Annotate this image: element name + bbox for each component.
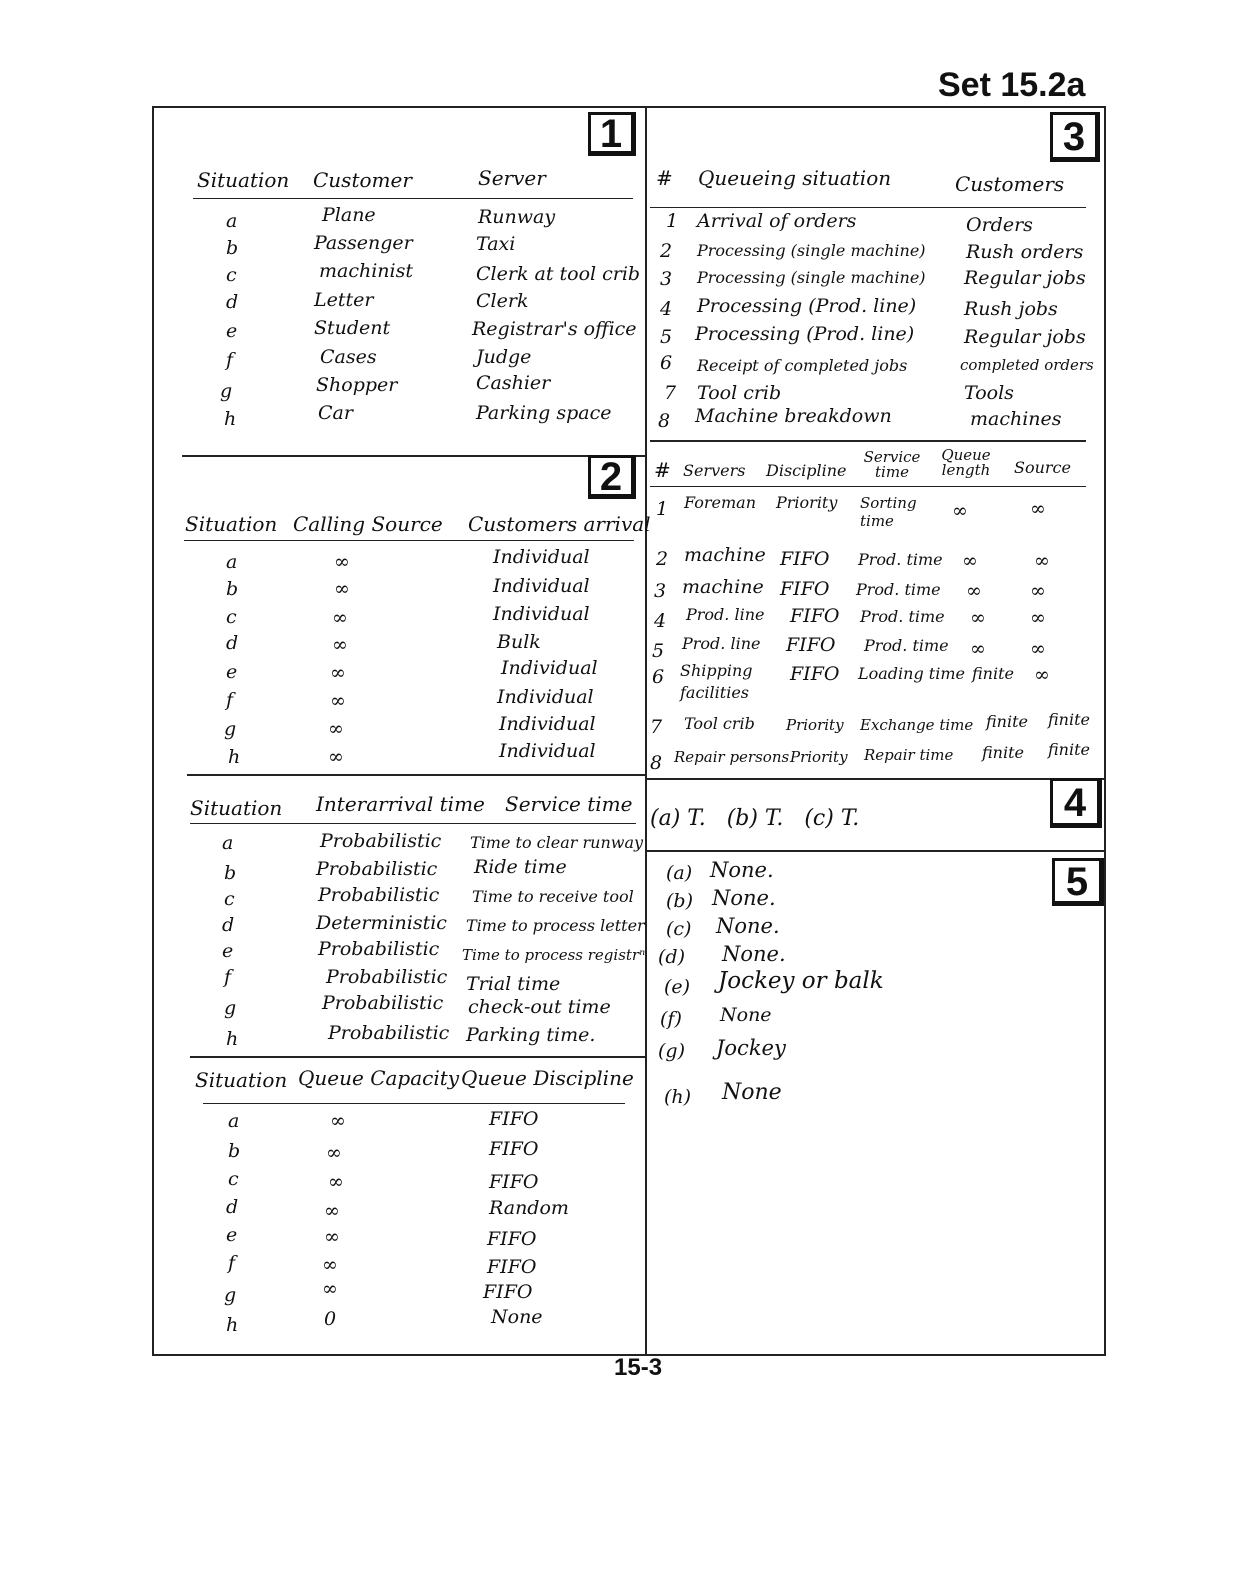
p2c-header-situation: Situation bbox=[195, 1068, 288, 1092]
p3b-servers: machine bbox=[682, 576, 764, 598]
p1-header-rule bbox=[193, 198, 633, 199]
p1-server: Cashier bbox=[476, 372, 551, 394]
p3b-source: ∞ bbox=[1034, 550, 1050, 572]
p3a-customers: Orders bbox=[966, 214, 1033, 236]
p2c-row-label: d bbox=[226, 1196, 239, 1218]
p2c-row-label: f bbox=[228, 1252, 236, 1274]
p3b-service-time: Prod. time bbox=[860, 607, 945, 626]
p2a-row-label: b bbox=[226, 578, 239, 600]
p5-answer: None. bbox=[710, 858, 774, 882]
p3a-row-number: 4 bbox=[660, 298, 673, 320]
p2a-row-label: c bbox=[226, 606, 237, 628]
p3b-row-number: 2 bbox=[656, 548, 669, 570]
p3a-header-number: # bbox=[656, 166, 673, 190]
p2b-service: check-out time bbox=[468, 996, 611, 1018]
p3b-discipline: Priority bbox=[776, 493, 838, 512]
p1-row-label: f bbox=[226, 349, 234, 371]
p3b-row-number: 8 bbox=[650, 752, 663, 774]
p3b-service-time: Prod. time bbox=[864, 636, 949, 655]
divider-4-5 bbox=[647, 850, 1106, 852]
p2b-service: Time to process registrⁿ bbox=[462, 946, 646, 964]
p2b-interarrival: Probabilistic bbox=[318, 938, 440, 960]
p2a-calling-source: ∞ bbox=[332, 634, 348, 656]
p2b-interarrival: Deterministic bbox=[316, 912, 447, 934]
p2c-queue-capacity: ∞ bbox=[322, 1278, 338, 1300]
p2c-row-label: c bbox=[228, 1168, 239, 1190]
p3b-header-number: # bbox=[654, 458, 671, 482]
p3a-row-number: 7 bbox=[664, 382, 677, 404]
p5-answer: None bbox=[720, 1004, 772, 1026]
p2b-service: Time to process letter bbox=[466, 916, 645, 935]
p5-label: (e) bbox=[664, 976, 691, 998]
p2c-row-label: e bbox=[226, 1224, 238, 1246]
p3a-header-customers: Customers bbox=[955, 172, 1065, 196]
p2c-row-label: g bbox=[224, 1284, 237, 1306]
divider-3-4 bbox=[647, 778, 1106, 780]
p2b-interarrival: Probabilistic bbox=[318, 884, 440, 906]
p3b-source: ∞ bbox=[1030, 638, 1046, 660]
p2c-queue-discipline: FIFO bbox=[483, 1281, 533, 1303]
p3b-servers: Prod. line bbox=[682, 634, 761, 653]
p3b-header-service-time: Service time bbox=[863, 448, 921, 481]
set-title: Set 15.2a bbox=[938, 66, 1086, 104]
p3a-row-number: 1 bbox=[666, 210, 679, 232]
p3b-source: ∞ bbox=[1034, 664, 1050, 686]
p1-server: Registrar's office bbox=[472, 318, 637, 340]
p2b-interarrival: Probabilistic bbox=[320, 830, 442, 852]
p3b-source: ∞ bbox=[1030, 607, 1046, 629]
p3a-situation: Processing (single machine) bbox=[697, 241, 926, 260]
p2b-interarrival: Probabilistic bbox=[316, 858, 438, 880]
p1-server: Runway bbox=[478, 206, 556, 228]
p3b-discipline: Priority bbox=[790, 748, 848, 766]
divider-3a-3b bbox=[650, 440, 1086, 442]
section-tag-2: 2 bbox=[588, 455, 636, 499]
p3b-servers: Repair persons bbox=[674, 748, 790, 766]
p3a-situation: Machine breakdown bbox=[695, 405, 892, 427]
p2c-header-queue-capacity: Queue Capacity bbox=[298, 1066, 460, 1090]
p1-customer: Car bbox=[318, 402, 353, 424]
p5-label: (f) bbox=[660, 1008, 682, 1030]
section-tag-1: 1 bbox=[588, 112, 636, 156]
p3b-queue-length: finite bbox=[986, 712, 1028, 731]
p3a-customers: Regular jobs bbox=[964, 326, 1086, 348]
p2a-row-label: d bbox=[226, 632, 239, 654]
p2c-queue-discipline: FIFO bbox=[489, 1171, 539, 1193]
p1-customer: Shopper bbox=[316, 374, 398, 396]
p3b-service-time: Sorting time bbox=[860, 494, 917, 530]
p3a-situation: Processing (Prod. line) bbox=[695, 323, 915, 345]
p3b-row-number: 1 bbox=[656, 498, 669, 520]
p5-label: (h) bbox=[664, 1086, 692, 1108]
p2c-row-label: b bbox=[228, 1140, 241, 1162]
p2c-queue-discipline: FIFO bbox=[487, 1256, 537, 1278]
p2c-queue-capacity: ∞ bbox=[324, 1226, 340, 1248]
p2a-header-rule bbox=[184, 540, 634, 541]
p1-row-label: g bbox=[220, 380, 233, 402]
p3b-source: finite bbox=[1048, 740, 1090, 759]
divider-2b-2c bbox=[190, 1056, 645, 1058]
section-tag-5: 5 bbox=[1052, 858, 1104, 906]
p2c-queue-discipline: None bbox=[491, 1306, 543, 1328]
p2a-arrival: Individual bbox=[501, 657, 598, 679]
p3a-situation: Tool crib bbox=[697, 382, 782, 404]
p1-customer: machinist bbox=[319, 260, 413, 282]
p2a-row-label: f bbox=[226, 689, 234, 711]
p1-customer: Plane bbox=[322, 204, 376, 226]
divider-1-2 bbox=[182, 455, 645, 457]
p2b-row-label: a bbox=[222, 832, 234, 854]
problem4-answer: (a) T. (b) T. (c) T. bbox=[650, 806, 860, 831]
p2b-interarrival: Probabilistic bbox=[322, 992, 444, 1014]
p2a-calling-source: ∞ bbox=[334, 578, 350, 600]
p2b-header-service: Service time bbox=[505, 792, 633, 816]
p3b-service-time: Prod. time bbox=[856, 580, 941, 599]
p3a-customers: Regular jobs bbox=[964, 267, 1086, 289]
p2a-header-calling-source: Calling Source bbox=[293, 512, 443, 536]
p3a-situation: Processing (single machine) bbox=[697, 268, 926, 287]
section-tag-3: 3 bbox=[1050, 112, 1100, 162]
p2b-header-rule bbox=[190, 823, 636, 824]
p3b-queue-length: finite bbox=[972, 664, 1014, 683]
p2c-row-label: h bbox=[226, 1314, 239, 1336]
p3b-row-number: 5 bbox=[652, 640, 665, 662]
p3b-discipline: FIFO bbox=[780, 578, 830, 600]
p2b-row-label: b bbox=[224, 862, 237, 884]
p2a-arrival: Individual bbox=[499, 740, 596, 762]
p2c-queue-discipline: FIFO bbox=[489, 1108, 539, 1130]
p1-row-label: c bbox=[226, 264, 237, 286]
p3a-header-situation: Queueing situation bbox=[698, 166, 892, 190]
p2b-row-label: e bbox=[222, 940, 234, 962]
p2a-calling-source: ∞ bbox=[328, 746, 344, 768]
p2a-calling-source: ∞ bbox=[332, 607, 348, 629]
p3b-servers: machine bbox=[684, 544, 766, 566]
p3a-row-number: 6 bbox=[660, 352, 673, 374]
p1-server: Judge bbox=[476, 346, 532, 368]
p2a-arrival: Individual bbox=[493, 603, 590, 625]
p3a-row-number: 8 bbox=[658, 410, 671, 432]
p1-server: Parking space bbox=[476, 402, 612, 424]
p3a-situation: Arrival of orders bbox=[697, 210, 857, 232]
p3b-service-time: Prod. time bbox=[858, 550, 943, 569]
p2b-service: Ride time bbox=[474, 856, 567, 878]
p2b-service: Trial time bbox=[466, 973, 561, 995]
p2a-row-label: a bbox=[226, 551, 238, 573]
p5-answer: None bbox=[722, 1080, 782, 1105]
p2c-row-label: a bbox=[228, 1110, 240, 1132]
p2b-row-label: d bbox=[222, 914, 235, 936]
p2b-row-label: g bbox=[224, 997, 237, 1019]
p3b-servers: Foreman bbox=[684, 493, 756, 512]
p3b-header-servers: Servers bbox=[683, 461, 746, 480]
p2b-row-label: h bbox=[226, 1028, 239, 1050]
p2a-arrival: Individual bbox=[499, 713, 596, 735]
p2b-service: Time to clear runway bbox=[470, 833, 644, 852]
p3b-discipline: FIFO bbox=[780, 548, 830, 570]
p2b-interarrival: Probabilistic bbox=[328, 1022, 450, 1044]
p1-server: Clerk bbox=[476, 290, 529, 312]
p3b-header-source: Source bbox=[1014, 458, 1071, 477]
p3b-discipline: FIFO bbox=[790, 605, 840, 627]
p3b-row-number: 6 bbox=[652, 666, 665, 688]
p2a-calling-source: ∞ bbox=[330, 662, 346, 684]
p2b-row-label: f bbox=[224, 966, 232, 988]
p3b-queue-length: ∞ bbox=[970, 607, 986, 629]
p2c-queue-capacity: ∞ bbox=[328, 1171, 344, 1193]
p3b-source: ∞ bbox=[1030, 498, 1046, 520]
p3b-queue-length: ∞ bbox=[962, 550, 978, 572]
p5-label: (d) bbox=[658, 946, 685, 968]
p5-answer: Jockey or balk bbox=[718, 968, 884, 994]
p5-label: (g) bbox=[658, 1040, 685, 1062]
p2b-interarrival: Probabilistic bbox=[326, 966, 448, 988]
p1-row-label: b bbox=[226, 237, 239, 259]
p1-row-label: d bbox=[226, 291, 239, 313]
p1-header-customer: Customer bbox=[313, 168, 412, 192]
p3b-service-time: Repair time bbox=[864, 746, 954, 764]
section-tag-4: 4 bbox=[1050, 778, 1102, 828]
p2c-queue-discipline: FIFO bbox=[487, 1228, 537, 1250]
p1-customer: Student bbox=[314, 317, 391, 339]
p3b-queue-length: finite bbox=[982, 743, 1024, 762]
p3b-header-queue-length: Queue length bbox=[941, 446, 991, 479]
p3b-discipline: FIFO bbox=[786, 634, 836, 656]
p1-row-label: e bbox=[226, 320, 238, 342]
p2c-queue-capacity: ∞ bbox=[330, 1110, 346, 1132]
p2c-queue-discipline: FIFO bbox=[489, 1138, 539, 1160]
p5-answer: None. bbox=[722, 942, 786, 966]
p1-header-situation: Situation bbox=[197, 168, 290, 192]
p3a-row-number: 3 bbox=[660, 268, 673, 290]
p2b-service: Parking time. bbox=[466, 1024, 596, 1046]
p1-server: Clerk at tool crib bbox=[476, 263, 641, 285]
p2b-row-label: c bbox=[224, 888, 235, 910]
p2c-header-rule bbox=[203, 1103, 625, 1104]
p2a-arrival: Individual bbox=[493, 575, 590, 597]
p2a-arrival: Bulk bbox=[497, 631, 541, 653]
p3a-situation: Receipt of completed jobs bbox=[697, 356, 908, 375]
p2a-arrival: Individual bbox=[493, 546, 590, 568]
p3a-row-number: 5 bbox=[660, 326, 673, 348]
p5-label: (c) bbox=[666, 918, 692, 940]
p3b-row-number: 7 bbox=[650, 716, 663, 738]
p3a-customers: Rush orders bbox=[966, 241, 1084, 263]
p3b-header-rule bbox=[650, 486, 1086, 487]
p3b-servers: Tool crib bbox=[684, 714, 755, 733]
p3a-customers: machines bbox=[970, 408, 1062, 430]
p5-answer: Jockey bbox=[716, 1036, 786, 1060]
p2a-header-situation: Situation bbox=[185, 512, 278, 536]
p3b-service-time: Loading time bbox=[858, 664, 965, 683]
p3a-header-rule bbox=[650, 207, 1086, 208]
p2a-calling-source: ∞ bbox=[328, 718, 344, 740]
p2c-queue-capacity: ∞ bbox=[322, 1254, 338, 1276]
p1-customer: Passenger bbox=[314, 232, 413, 254]
p2a-row-label: e bbox=[226, 661, 238, 683]
p2c-queue-discipline: Random bbox=[489, 1197, 569, 1219]
p3b-servers: Shipping facilities bbox=[680, 661, 753, 702]
p3b-queue-length: ∞ bbox=[952, 500, 968, 522]
p2a-row-label: g bbox=[224, 718, 237, 740]
page-number: 15-3 bbox=[614, 1354, 663, 1381]
p3b-service-time: Exchange time bbox=[860, 716, 974, 734]
p3b-discipline: FIFO bbox=[790, 663, 840, 685]
p1-header-server: Server bbox=[478, 166, 546, 190]
p5-answer: None. bbox=[716, 914, 780, 938]
p2a-calling-source: ∞ bbox=[330, 690, 346, 712]
p3a-customers: completed orders bbox=[960, 356, 1094, 374]
p2a-calling-source: ∞ bbox=[334, 551, 350, 573]
p3a-customers: Tools bbox=[964, 382, 1014, 404]
p2a-row-label: h bbox=[228, 746, 241, 768]
p3b-row-number: 3 bbox=[654, 580, 667, 602]
p2c-queue-capacity: ∞ bbox=[324, 1200, 340, 1222]
p5-label: (a) bbox=[666, 862, 693, 884]
p3a-row-number: 2 bbox=[660, 240, 673, 262]
p2a-arrival: Individual bbox=[497, 686, 594, 708]
p3b-row-number: 4 bbox=[654, 610, 667, 632]
p3b-queue-length: ∞ bbox=[966, 580, 982, 602]
p2c-queue-capacity: ∞ bbox=[326, 1142, 342, 1164]
p3b-servers: Prod. line bbox=[686, 605, 765, 624]
p2b-header-interarrival: Interarrival time bbox=[316, 792, 485, 816]
column-divider bbox=[645, 106, 647, 1356]
p5-label: (b) bbox=[666, 890, 693, 912]
p2b-header-situation: Situation bbox=[190, 796, 283, 820]
p3b-queue-length: ∞ bbox=[970, 638, 986, 660]
p3b-header-discipline: Discipline bbox=[766, 461, 847, 480]
p1-customer: Cases bbox=[320, 346, 377, 368]
p2b-service: Time to receive tool bbox=[472, 887, 634, 906]
p2c-header-queue-discipline: Queue Discipline bbox=[461, 1066, 634, 1090]
p2a-header-customers-arrival: Customers arrival bbox=[468, 512, 651, 536]
p1-row-label: h bbox=[224, 408, 237, 430]
p1-customer: Letter bbox=[314, 289, 374, 311]
p3a-customers: Rush jobs bbox=[964, 298, 1058, 320]
p1-server: Taxi bbox=[476, 233, 516, 255]
p3b-discipline: Priority bbox=[786, 716, 844, 734]
p5-answer: None. bbox=[712, 886, 776, 910]
p3b-source: finite bbox=[1048, 710, 1090, 729]
p1-row-label: a bbox=[226, 210, 238, 232]
divider-2a-2b bbox=[187, 774, 645, 776]
p3a-situation: Processing (Prod. line) bbox=[697, 295, 917, 317]
p2c-queue-capacity: 0 bbox=[324, 1308, 337, 1330]
p3b-source: ∞ bbox=[1030, 580, 1046, 602]
